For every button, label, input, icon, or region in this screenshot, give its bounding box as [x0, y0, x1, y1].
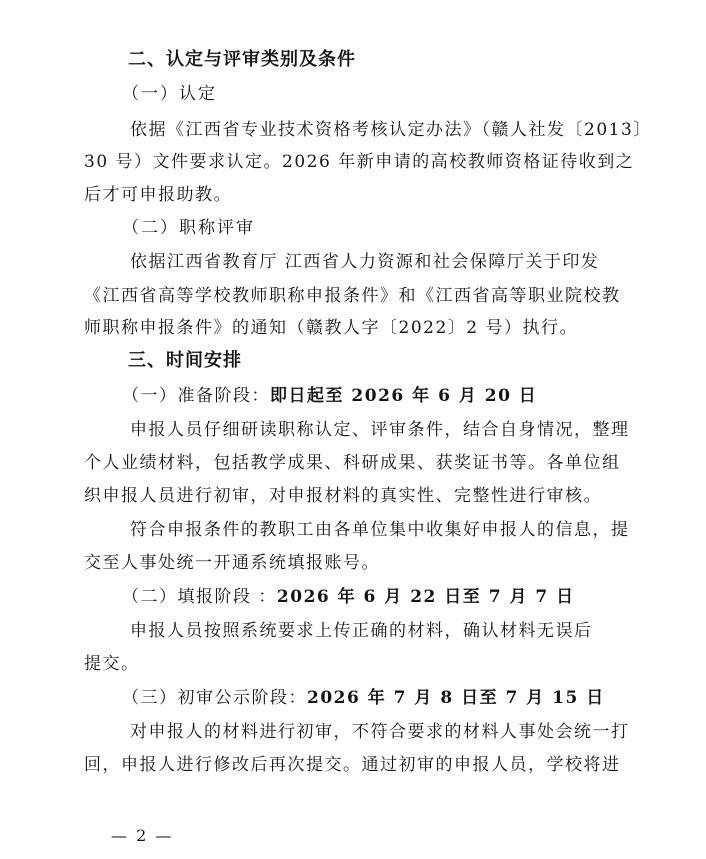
stage-label: （三）初审公示阶段：	[122, 688, 307, 708]
stage-heading	[122, 585, 575, 609]
paragraph-line: 织申报人员进行初审，对申报材料的真实性、完整性进行审核。	[84, 486, 602, 506]
stage-label: （二）填报阶段 ：	[122, 587, 277, 607]
paragraph-line: 申报人员仔细研读职称认定、评审条件，结合自身情况，整理	[130, 420, 630, 440]
subsection-heading: （二）职称评审	[122, 218, 255, 238]
paragraph-line: 后才可申报助教。	[84, 185, 232, 205]
paragraph-line: 个人业绩材料，包括教学成果、科研成果、获奖证书等。各单位组	[84, 453, 621, 473]
paragraph-line: 师职称申报条件》的通知（赣教人字〔2022〕2 号）执行。	[84, 318, 578, 338]
page-number: — 2 —	[111, 826, 174, 845]
stage-date: 2026 年 7 月 8 日至 7 月 15 日	[307, 688, 605, 708]
paragraph-line: 回，申报人进行修改后再次提交。通过初审的申报人员，学校将进	[84, 755, 621, 775]
stage-date: 即日起至 2026 年 6 月 20 日	[270, 386, 538, 406]
stage-label: （一）准备阶段：	[122, 386, 270, 406]
section-heading: 二、认定与评审类别及条件	[128, 49, 356, 70]
paragraph-line: 交至人事处统一开通系统填报账号。	[84, 553, 380, 573]
subsection-heading: （一）认定	[122, 84, 217, 104]
paragraph-line: 30 号）文件要求认定。2026 年新申请的高校教师资格证待收到之	[84, 152, 635, 172]
paragraph-line: 申报人员按照系统要求上传正确的材料，确认材料无误后	[130, 621, 593, 641]
section-heading: 三、时间安排	[128, 350, 242, 371]
paragraph-line: 提交。	[84, 654, 140, 674]
paragraph-line: 依据江西省教育厅 江西省人力资源和社会保障厅关于印发	[130, 252, 600, 272]
paragraph-line: 对申报人的材料进行初审，不符合要求的材料人事处会统一打	[130, 722, 630, 742]
stage-heading	[122, 686, 605, 710]
stage-date: 2026 年 6 月 22 日至 7 月 7 日	[276, 587, 575, 607]
stage-heading	[122, 384, 537, 408]
paragraph-line: 依据《江西省专业技术资格考核认定办法》（赣人社发〔2013〕	[130, 120, 652, 140]
paragraph-line: 《江西省高等学校教师职称申报条件》和《江西省高等职业院校教	[84, 286, 621, 306]
paragraph-line: 符合申报条件的教职工由各单位集中收集好申报人的信息，提	[130, 520, 630, 540]
